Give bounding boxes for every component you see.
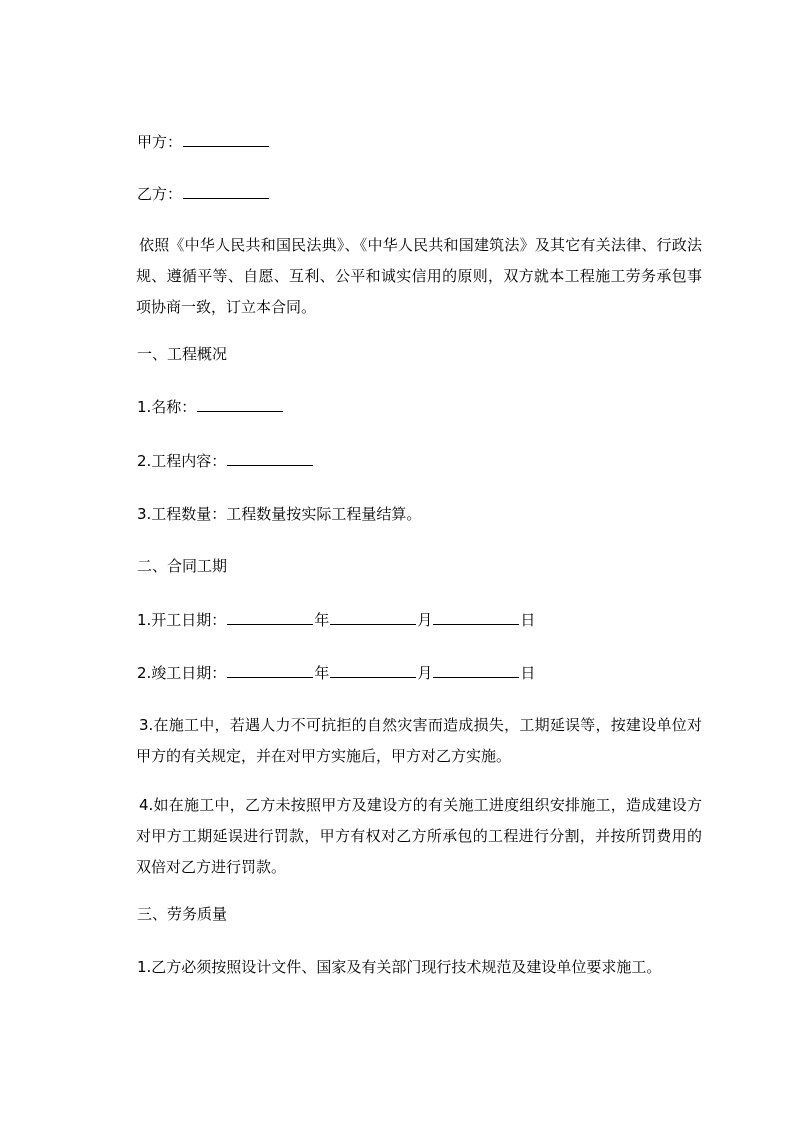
section3-item1-line: 1.乙方必须按照设计文件、国家及有关部门现行技术规范及建设单位要求施工。 (137, 958, 662, 976)
end-date-line (137, 664, 535, 682)
section1-content-line (137, 452, 314, 470)
name-blank[interactable] (197, 410, 283, 412)
end-day-unit: 日 (520, 664, 536, 682)
end-date-label: 2.竣工日期： (137, 664, 227, 682)
start-date-label: 1.开工日期： (137, 611, 227, 629)
party-a-blank[interactable] (183, 145, 269, 147)
end-month-blank[interactable] (330, 676, 416, 678)
start-day-blank[interactable] (433, 623, 519, 625)
section2-heading: 二、合同工期 (137, 557, 228, 575)
name-label: 1.名称： (137, 398, 197, 416)
end-year-blank[interactable] (227, 676, 313, 678)
start-year-blank[interactable] (227, 623, 313, 625)
party-a-label: 甲方： (137, 133, 183, 151)
party-a-line (137, 133, 270, 151)
end-day-blank[interactable] (433, 676, 519, 678)
start-month-unit: 月 (417, 611, 433, 629)
party-b-label: 乙方： (137, 185, 183, 203)
end-year-unit: 年 (314, 664, 330, 682)
preamble-paragraph: 依照《中华人民共和国民法典》、《中华人民共和国建筑法》及其它有关法律、行政法规、遵循平等、自愿、互利、公平和诚实信用的原则，双方就本工程施工劳务承包事项协商一致，订立本合同。 (136, 236, 702, 316)
section1-heading: 一、工程概况 (137, 345, 228, 363)
start-day-unit: 日 (520, 611, 536, 629)
party-b-line (137, 185, 270, 203)
start-month-blank[interactable] (330, 623, 416, 625)
section2-item3-paragraph: 3.在施工中，若遇人力不可抗拒的自然灾害而造成损失，工期延误等，按建设单位对甲方的有关规定，并在对甲方实施后，甲方对乙方实施。 (136, 716, 702, 765)
content-blank[interactable] (227, 464, 313, 466)
start-year-unit: 年 (314, 611, 330, 629)
section3-heading: 三、劳务质量 (137, 905, 228, 923)
start-date-line (137, 611, 535, 629)
content-label: 2.工程内容： (137, 452, 227, 470)
section2-item4-paragraph: 4.如在施工中，乙方未按照甲方及建设方的有关施工进度组织安排施工，造成建设方对甲方工期延误进行罚款，甲方有权对乙方所承包的工程进行分割，并按所罚费用的双倍对乙方进行罚款。 (136, 796, 702, 876)
end-month-unit: 月 (417, 664, 433, 682)
section1-name-line (137, 398, 284, 416)
party-b-blank[interactable] (183, 197, 269, 199)
section1-quantity-line: 3.工程数量：工程数量按实际工程量结算。 (137, 505, 422, 523)
